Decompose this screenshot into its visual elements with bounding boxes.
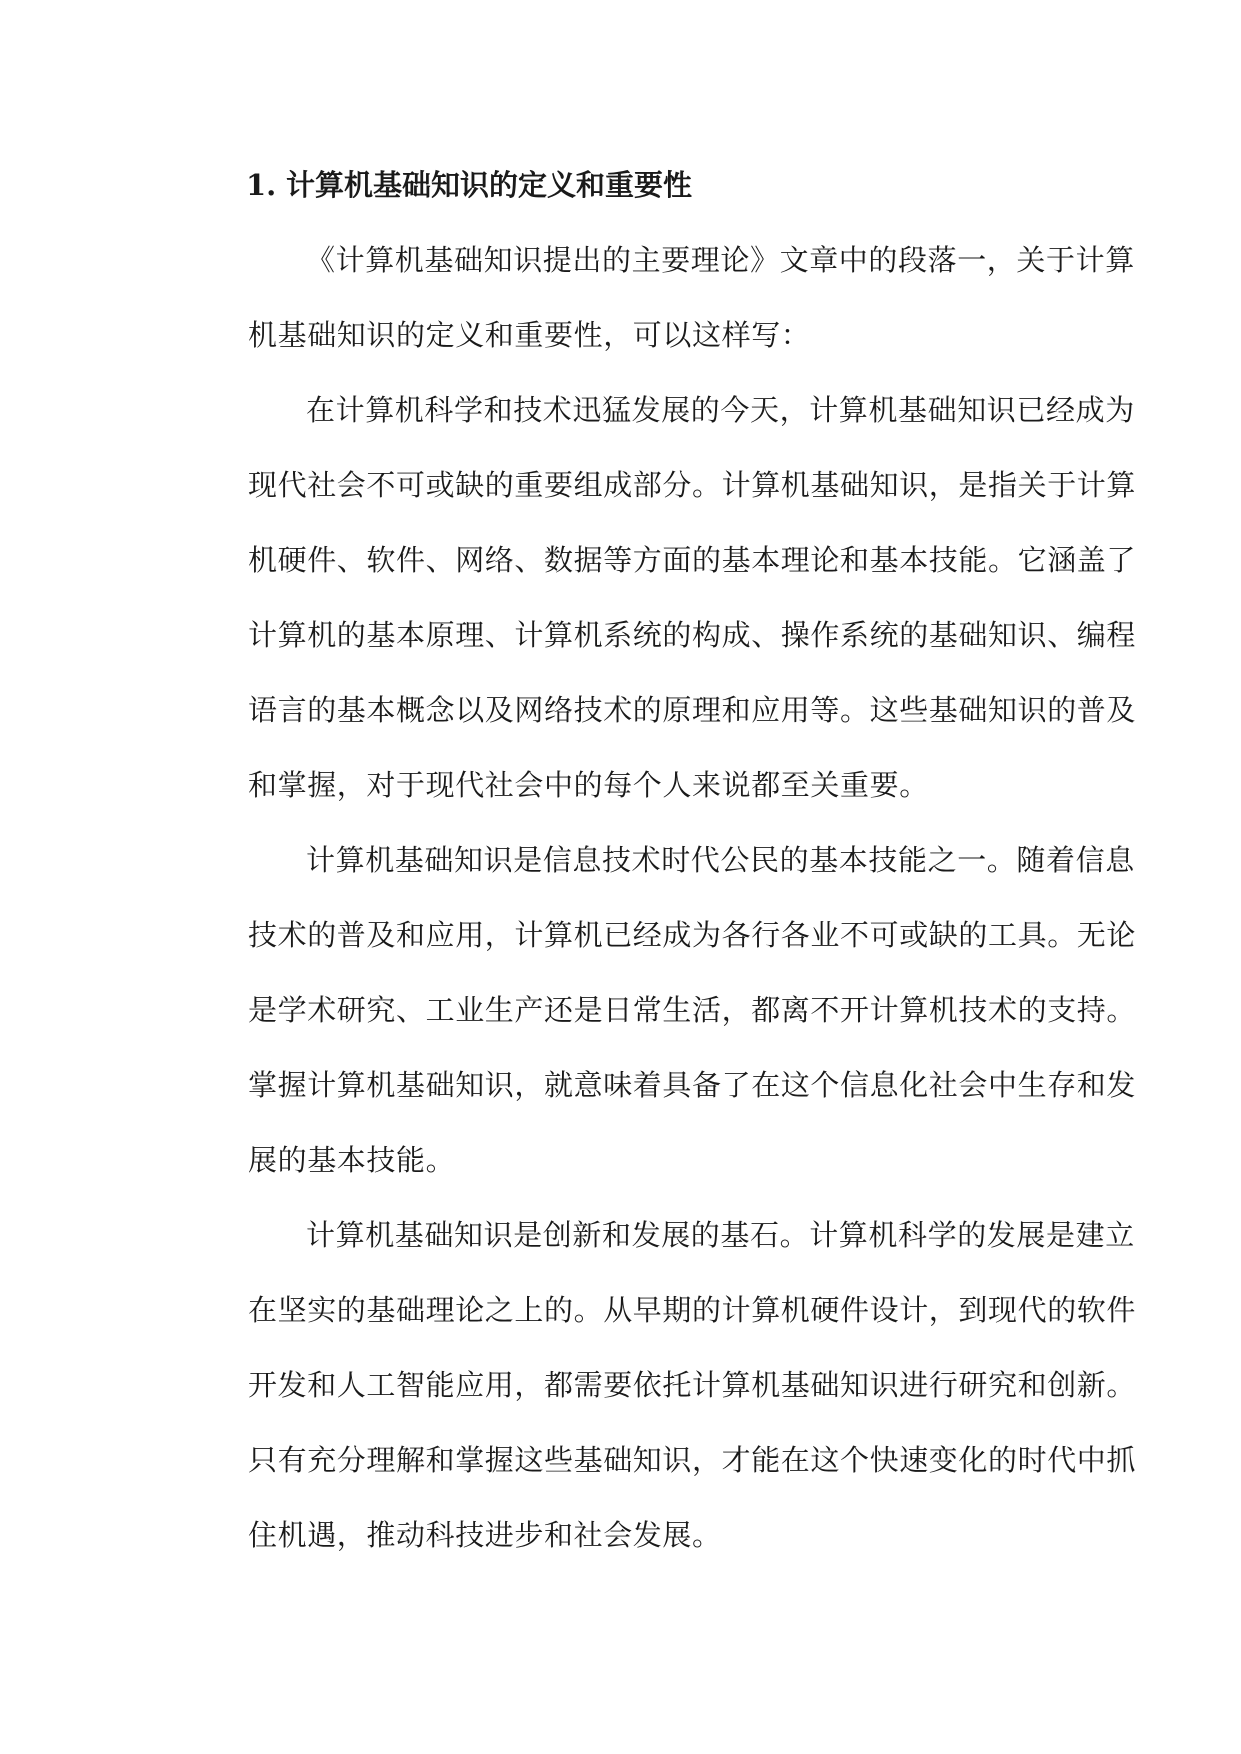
paragraph-line: 技术的普及和应用，计算机已经成为各行各业不可或缺的工具。无论: [248, 918, 1137, 952]
paragraph-line: 是学术研究、工业生产还是日常生活，都离不开计算机技术的支持。: [248, 993, 1137, 1027]
document-body: [190, 148, 1137, 1573]
paragraph-line: 和掌握，对于现代社会中的每个人来说都至关重要。: [248, 768, 929, 802]
section-title: 计算机基础知识的定义和重要性: [286, 168, 693, 202]
paragraph-line: 现代社会不可或缺的重要组成部分。计算机基础知识，是指关于计算: [248, 468, 1137, 502]
paragraph-line: 计算机基础知识是信息技术时代公民的基本技能之一。随着信息: [306, 843, 1135, 877]
paragraph-innovation: [190, 1198, 1137, 1573]
section-heading: [190, 148, 1052, 223]
paragraph-line: 开发和人工智能应用，都需要依托计算机基础知识进行研究和创新。: [248, 1368, 1137, 1402]
paragraph-line: 在坚实的基础理论之上的。从早期的计算机硬件设计，到现代的软件: [248, 1293, 1137, 1327]
paragraph-basic-skills: [190, 823, 1137, 1198]
paragraph-line: 住机遇，推动科技进步和社会发展。: [248, 1518, 722, 1552]
paragraph-line: 机基础知识的定义和重要性，可以这样写：: [248, 318, 811, 352]
paragraph-line: 展的基本技能。: [248, 1143, 456, 1177]
paragraph-intro: [190, 223, 1135, 373]
section-number: 1.: [246, 168, 277, 202]
paragraph-line: 计算机的基本原理、计算机系统的构成、操作系统的基础知识、编程: [248, 618, 1137, 652]
paragraph-line: 计算机基础知识是创新和发展的基石。计算机科学的发展是建立: [306, 1218, 1135, 1252]
paragraph-line: 机硬件、软件、网络、数据等方面的基本理论和基本技能。它涵盖了: [248, 543, 1137, 577]
paragraph-line: 语言的基本概念以及网络技术的原理和应用等。这些基础知识的普及: [248, 693, 1137, 727]
paragraph-line: 在计算机科学和技术迅猛发展的今天，计算机基础知识已经成为: [306, 393, 1135, 427]
paragraph-definition: [190, 373, 1137, 823]
paragraph-line: 掌握计算机基础知识，就意味着具备了在这个信息化社会中生存和发: [248, 1068, 1137, 1102]
paragraph-line: 只有充分理解和掌握这些基础知识，才能在这个快速变化的时代中抓: [248, 1443, 1137, 1477]
paragraph-line: 《计算机基础知识提出的主要理论》文章中的段落一，关于计算: [306, 243, 1135, 277]
